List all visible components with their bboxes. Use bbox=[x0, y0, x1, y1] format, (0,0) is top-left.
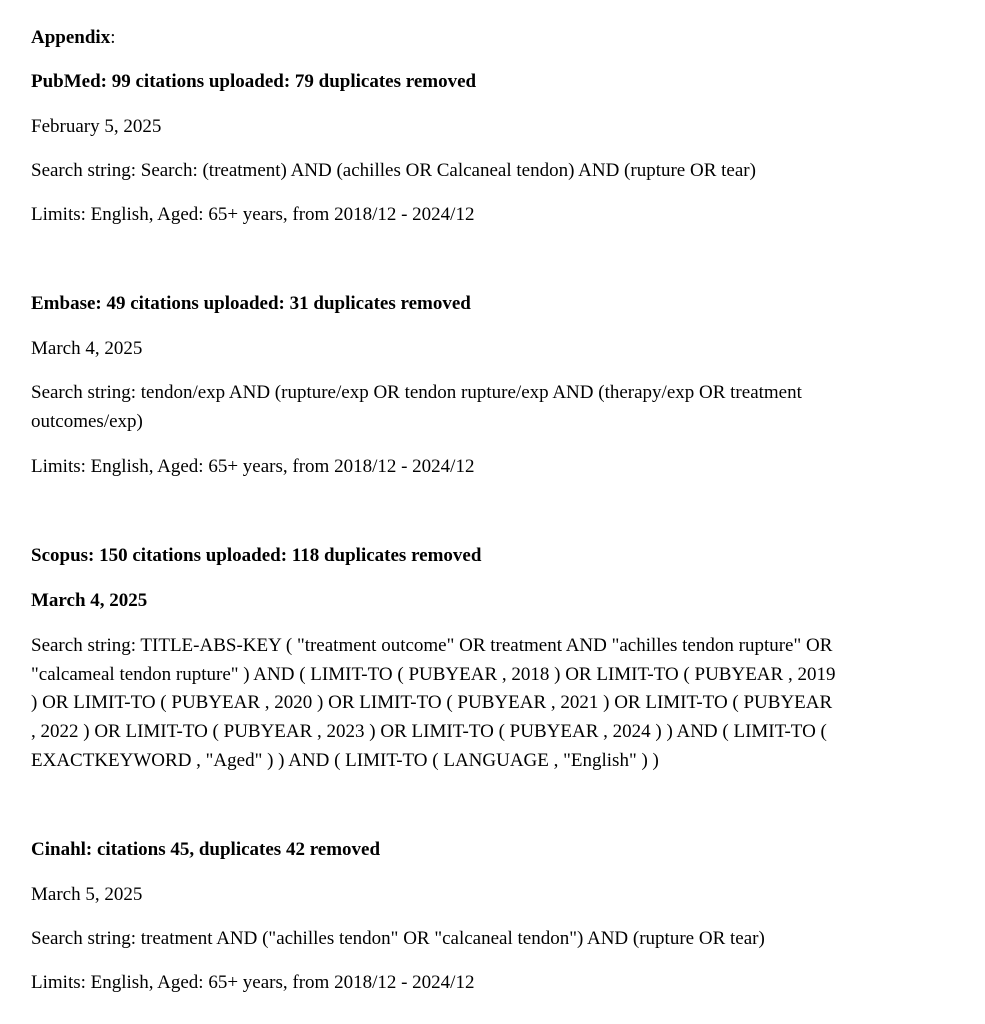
scopus-search-string-line-3: ) OR LIMIT-TO ( PUBYEAR , 2020 ) OR LIMIT-TO ( PUBYEAR , 2021 ) OR LIMIT-TO ( PUBYEAR bbox=[31, 692, 833, 713]
scopus-title: Scopus: 150 citations uploaded: 118 duplicates removed bbox=[31, 545, 482, 566]
pubmed-title: PubMed: 99 citations uploaded: 79 duplicates removed bbox=[31, 71, 477, 92]
embase-limits: Limits: English, Aged: 65+ years, from 2018/12 - 2024/12 bbox=[31, 456, 475, 477]
cinahl-title: Cinahl: citations 45, duplicates 42 removed bbox=[31, 839, 381, 860]
appendix-heading-colon: : bbox=[110, 27, 116, 48]
scopus-search-string-line-5: EXACTKEYWORD , "Aged" ) ) AND ( LIMIT-TO ( LANGUAGE , "English" ) ) bbox=[31, 750, 659, 771]
embase-search-string-line-2: outcomes/exp) bbox=[31, 411, 143, 432]
scopus-search-string-line-1: Search string: TITLE-ABS-KEY ( "treatment outcome" OR treatment AND "achilles tendon rupture" OR bbox=[31, 635, 833, 656]
cinahl-date: March 5, 2025 bbox=[31, 884, 143, 905]
scopus-date: March 4, 2025 bbox=[31, 590, 148, 611]
appendix-heading bbox=[31, 23, 115, 52]
scopus-search-string-line-4: , 2022 ) OR LIMIT-TO ( PUBYEAR , 2023 ) OR LIMIT-TO ( PUBYEAR , 2024 ) ) AND ( LIMIT-TO ( bbox=[31, 721, 827, 742]
scopus-search-string-line-2: "calcameal tendon rupture" ) AND ( LIMIT-TO ( PUBYEAR , 2018 ) OR LIMIT-TO ( PUBYEAR , 2019 bbox=[31, 664, 836, 685]
embase-search-string-line-1: Search string: tendon/exp AND (rupture/exp OR tendon rupture/exp AND (therapy/exp OR treatment bbox=[31, 382, 802, 403]
pubmed-date: February 5, 2025 bbox=[31, 116, 162, 137]
pubmed-search-string: Search string: Search: (treatment) AND (achilles OR Calcaneal tendon) AND (rupture OR tear) bbox=[31, 160, 756, 181]
cinahl-search-string: Search string: treatment AND ("achilles tendon" OR "calcaneal tendon") AND (rupture OR tear) bbox=[31, 928, 765, 949]
pubmed-limits: Limits: English, Aged: 65+ years, from 2018/12 - 2024/12 bbox=[31, 204, 475, 225]
embase-date: March 4, 2025 bbox=[31, 338, 143, 359]
appendix-heading-text: Appendix bbox=[31, 27, 111, 48]
cinahl-limits: Limits: English, Aged: 65+ years, from 2018/12 - 2024/12 bbox=[31, 972, 475, 993]
embase-title: Embase: 49 citations uploaded: 31 duplicates removed bbox=[31, 293, 471, 314]
